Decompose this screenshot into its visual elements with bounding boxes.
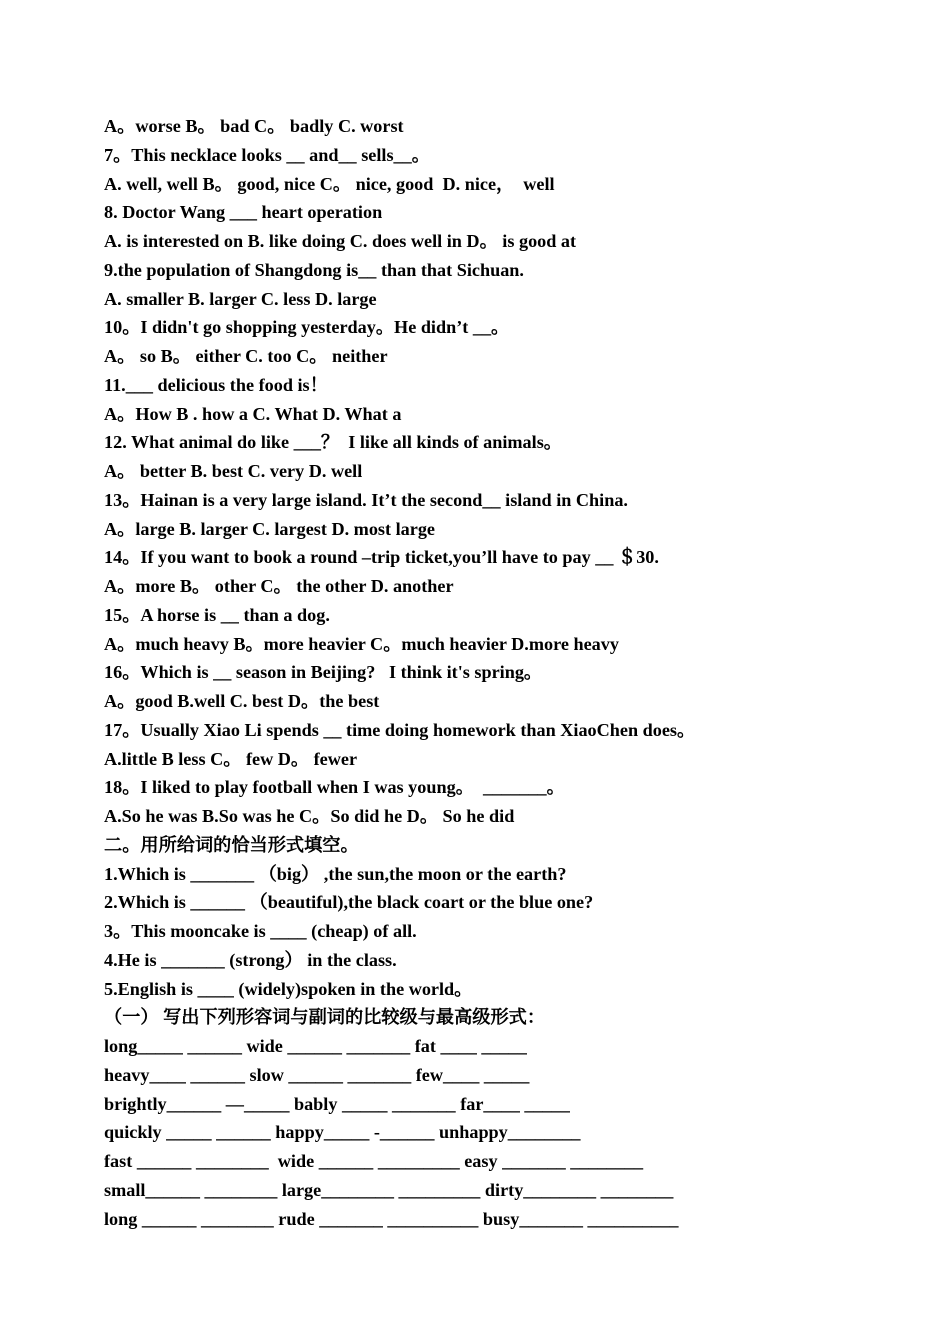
answer-options: A。 so B。 either C. too C。 neither bbox=[104, 346, 388, 366]
word-form-row: brightly______ —_____ bably _____ _______ far____ _____ bbox=[104, 1093, 570, 1114]
word-form-row: long_____ ______ wide ______ _______ fat ____ _____ bbox=[104, 1036, 527, 1056]
question-8: 8. Doctor Wang ___ heart operation bbox=[104, 202, 383, 223]
question-11: 11.___ delicious the food is！ bbox=[104, 374, 328, 395]
fill-blank-1: 1.Which is _______ （big） ,the sun,the moon or the earth? bbox=[104, 863, 567, 884]
question-15: 15。A horse is __ than a dog. bbox=[104, 604, 330, 625]
fill-blank-4: 4.He is _______ (strong） in the class. bbox=[104, 949, 397, 970]
question-12: 12. What animal do like ___？ I like all kinds of animals。 bbox=[104, 432, 562, 453]
fill-blank-5: 5.English is ____ (widely)spoken in the world。 bbox=[104, 978, 473, 999]
answer-options: A. is interested on B. like doing C. does well in D。 is good at bbox=[104, 231, 577, 251]
answer-options: A。large B. larger C. largest D. most large bbox=[104, 518, 435, 539]
answer-options: A。more B。 other C。 the other D. another bbox=[104, 576, 454, 596]
word-form-row: fast ______ ________ wide ______ _________ easy _______ ________ bbox=[104, 1151, 644, 1171]
word-form-row: quickly _____ ______ happy_____ -______ unhappy________ bbox=[104, 1122, 581, 1143]
answer-options: A。good B.well C. best D。the best bbox=[104, 691, 380, 711]
word-form-row: long ______ ________ rude _______ __________ busy_______ __________ bbox=[104, 1208, 679, 1229]
answer-options: A。 better B. best C. very D. well bbox=[104, 461, 363, 481]
answer-options: A. smaller B. larger C. less D. large bbox=[104, 288, 377, 309]
question-17: 17。Usually Xiao Li spends __ time doing homework than XiaoChen does。 bbox=[104, 719, 696, 740]
document-body bbox=[104, 112, 864, 1233]
answer-options: A。How B . how a C. What D. What a bbox=[104, 403, 402, 424]
question-9: 9.the population of Shangdong is__ than that Sichuan. bbox=[104, 259, 524, 280]
word-form-row: heavy____ ______ slow ______ _______ few____ _____ bbox=[104, 1064, 530, 1085]
question-13: 13。Hainan is a very large island. It’t the second__ island in China. bbox=[104, 489, 628, 510]
answer-options: A.little B less C。 few D。 fewer bbox=[104, 748, 358, 769]
question-10: 10。I didn't go shopping yesterday。He didn’t __。 bbox=[104, 317, 510, 338]
question-14: 14。If you want to book a round –trip ticket,you’ll have to pay __ ＄30. bbox=[104, 547, 659, 568]
fill-blank-3: 3。This mooncake is ____ (cheap) of all. bbox=[104, 921, 417, 941]
answer-options: A.So he was B.So was he C。So did he D。 So he did bbox=[104, 806, 515, 826]
question-16: 16。Which is __ season in Beijing? I think it's spring。 bbox=[104, 662, 543, 683]
answer-options: A。much heavy B。more heavier C。much heavier D.more heavy bbox=[104, 633, 619, 654]
question-7: 7。This necklace looks __ and__ sells__。 bbox=[104, 144, 430, 165]
text-line: A。worse B。 bad C。 badly C. worst bbox=[104, 116, 404, 136]
question-18: 18。I liked to play football when I was young。 _______。 bbox=[104, 777, 565, 798]
fill-blank-2: 2.Which is ______ （beautiful),the black coart or the blue one? bbox=[104, 892, 594, 913]
subsection-heading: （一） 写出下列形容词与副词的比较级与最高级形式： bbox=[104, 1007, 546, 1028]
section-heading: 二。用所给词的恰当形式填空。 bbox=[104, 834, 359, 855]
answer-options: A. well, well B。 good, nice C。 nice, good D. nice， well bbox=[104, 173, 555, 194]
word-form-row: small______ ________ large________ _________ dirty________ ________ bbox=[104, 1179, 674, 1200]
